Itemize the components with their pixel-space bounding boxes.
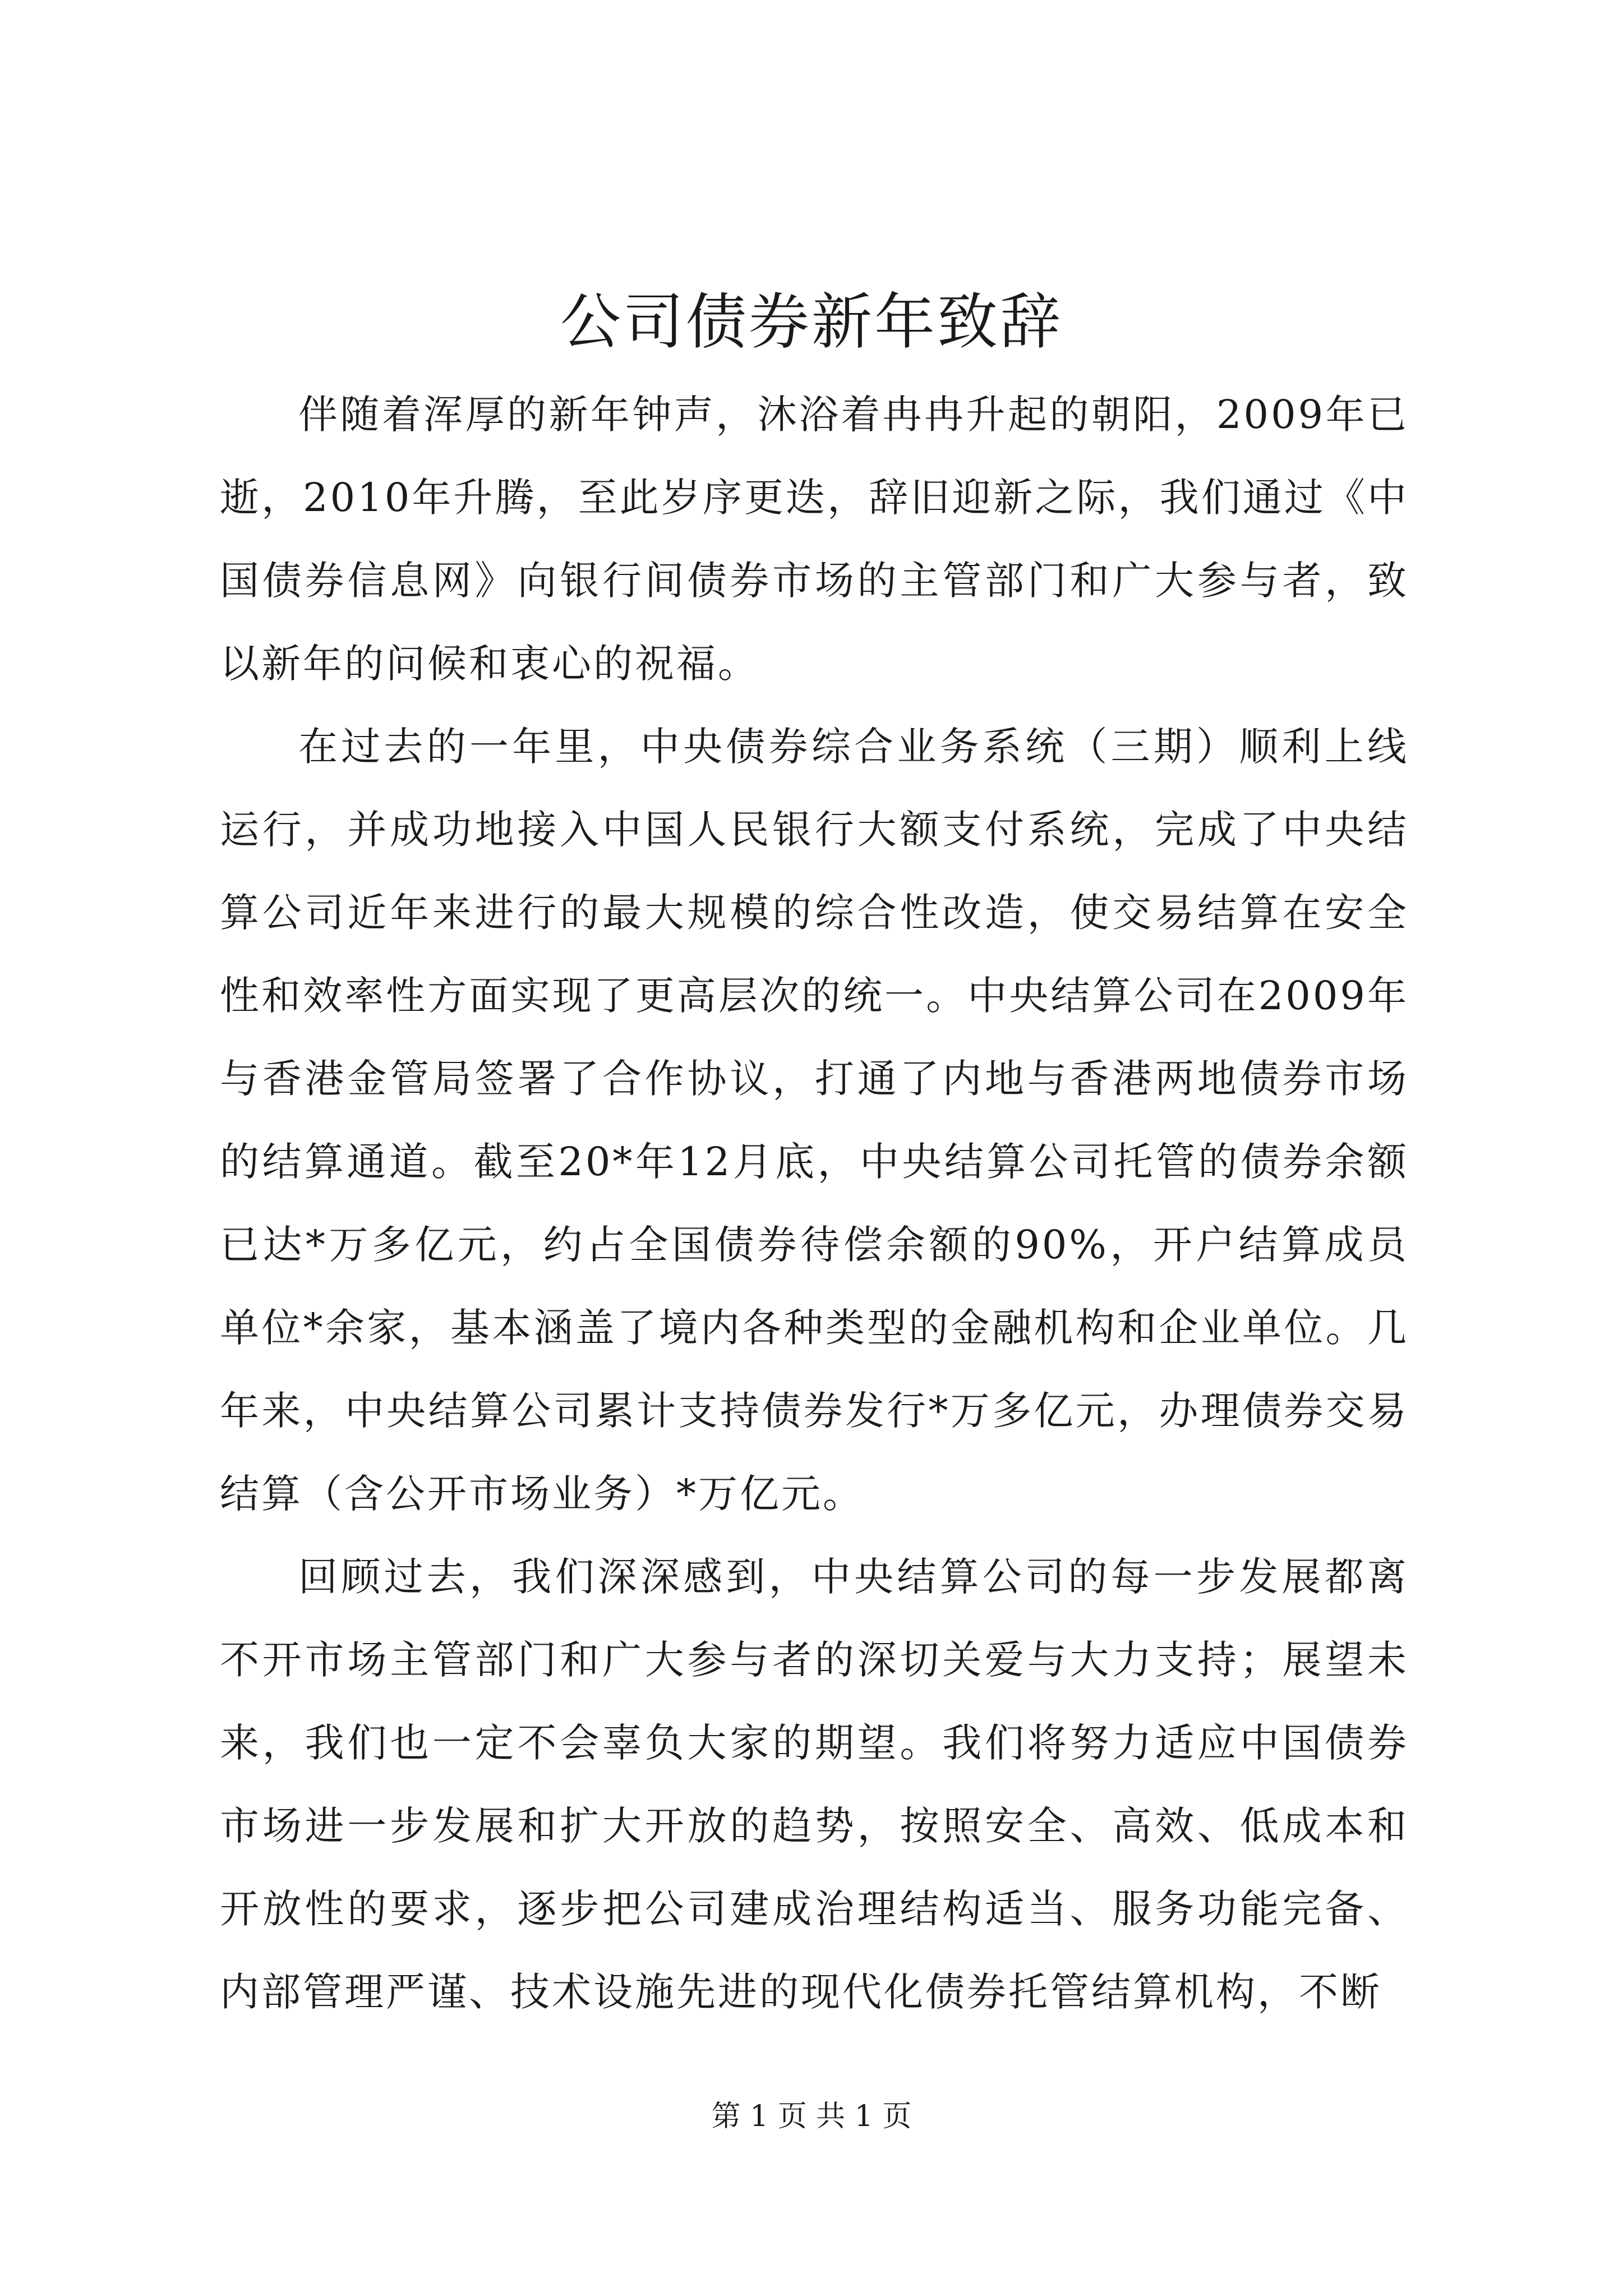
paragraph-1: 伴随着浑厚的新年钟声，沐浴着冉冉升起的朝阳，2009年已逝，2010年升腾，至此岁序更迭，辞旧迎新之际，我们通过《中国债券信息网》向银行间债券市场的主管部门和广大参与者，致以新年的问候和衷心的祝福。 xyxy=(220,392,1409,687)
document-body xyxy=(220,373,1409,2033)
paragraph-2: 在过去的一年里，中央债券综合业务系统（三期）顺利上线运行，并成功地接入中国人民银行大额支付系统，完成了中央结算公司近年来进行的最大规模的综合性改造，使交易结算在安全性和效率性方面实现了更高层次的统一。中央结算公司在2009年与香港金管局签署了合作协议，打通了内地与香港两地债券市场的结算通道。截至20*年12月底，中央结算公司托管的债券余额已达*万多亿元，约占全国债券待偿余额的90%，开户结算成员单位*余家，基本涵盖了境内各种类型的金融机构和企业单位。几年来，中央结算公司累计支持债券发行*万多亿元，办理债券交易结算（含公开市场业务）*万亿元。 xyxy=(220,724,1409,1517)
page-number-label: 第 1 页 共 1 页 xyxy=(711,2100,912,2133)
document-title: 公司债券新年致辞 xyxy=(560,287,1063,357)
page-footer xyxy=(0,2097,1623,2136)
paragraph-3: 回顾过去，我们深深感到，中央结算公司的每一步发展都离不开市场主管部门和广大参与者的深切关爱与大力支持；展望未来，我们也一定不会辜负大家的期望。我们将努力适应中国债券市场进一步发展和扩大开放的趋势，按照安全、高效、低成本和开放性的要求，逐步把公司建成治理结构适当、服务功能完备、内部管理严谨、技术设施先进的现代化债券托管结算机构，不断 xyxy=(220,1554,1409,2015)
